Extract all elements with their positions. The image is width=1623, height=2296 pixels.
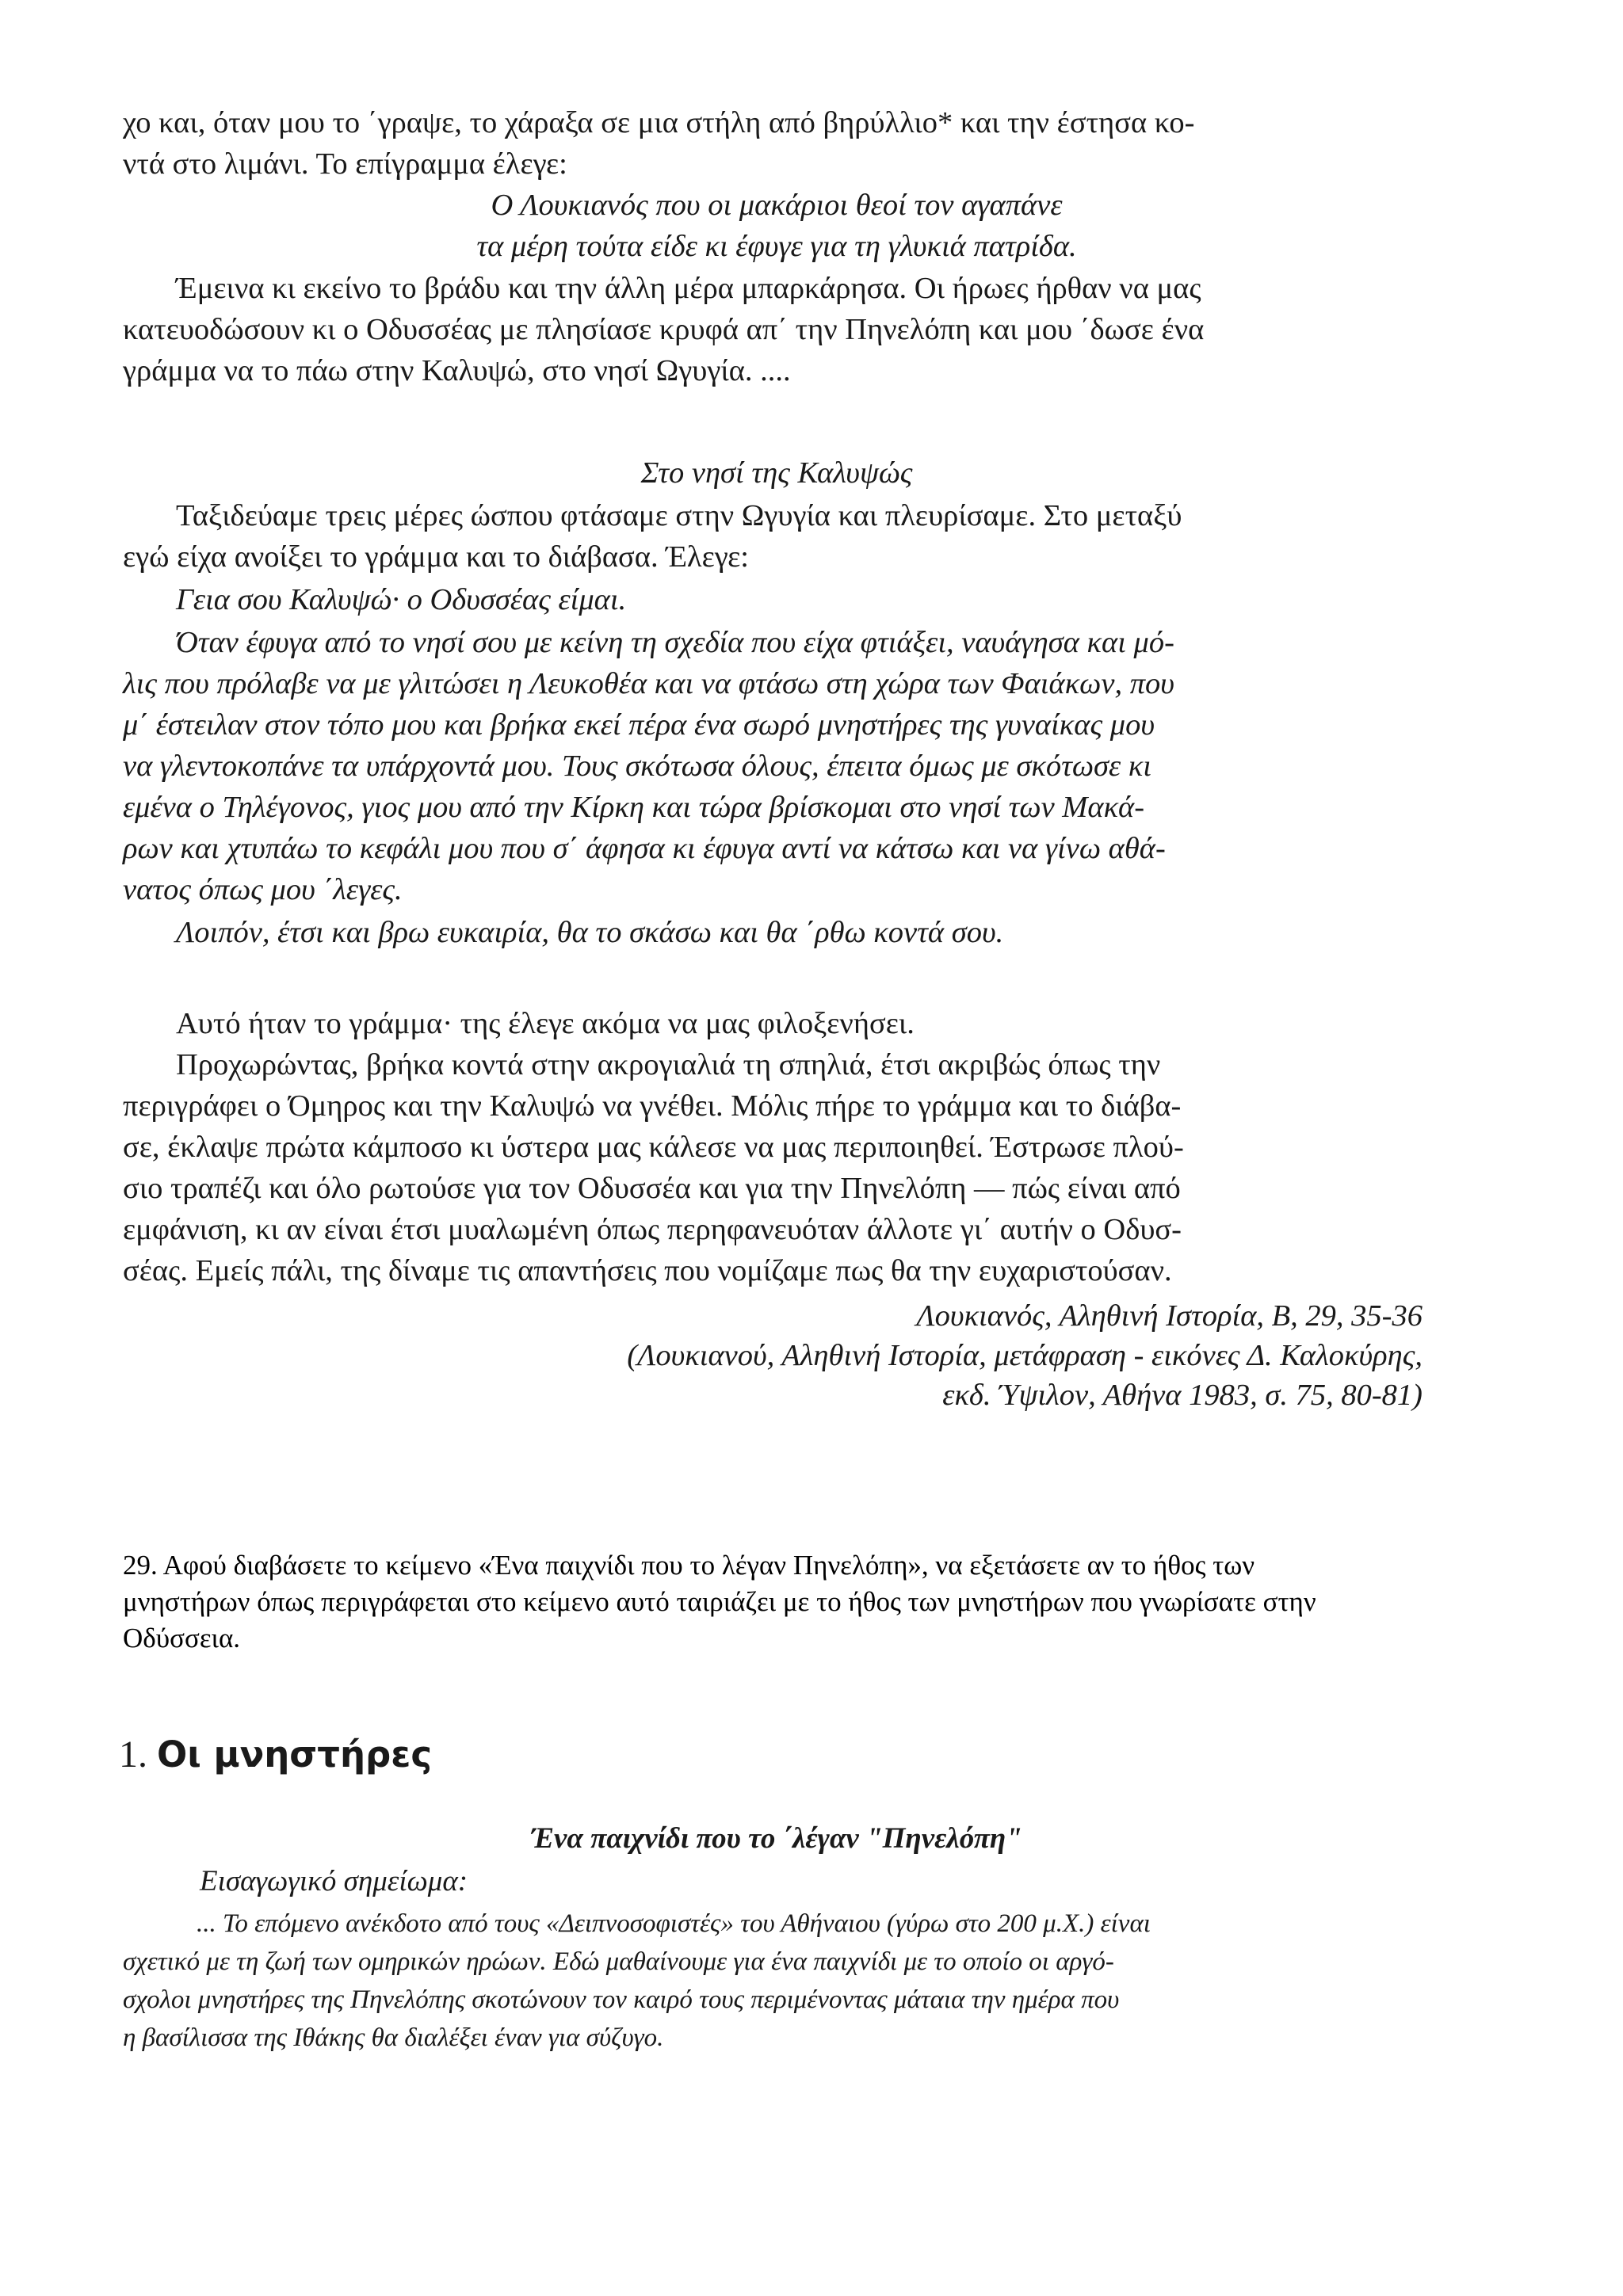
citation-line: εκδ. Ύψιλον, Αθήνα 1983, σ. 75, 80-81)	[942, 1379, 1423, 1412]
anecdote-title: Ένα παιχνίδι που το ΄λέγαν "Πηνελόπη"	[531, 1822, 1022, 1855]
letter-line: νατος όπως μου ΄λεγες.	[123, 873, 403, 906]
citation-line: Λουκιανός, Αληθινή Ιστορία, Β, 29, 35-36	[916, 1299, 1423, 1333]
story-line: Έμεινα κι εκείνο το βράδυ και την άλλη μέρα μπαρκάρησα. Οι ήρωες ήρθαν να μας	[176, 272, 1201, 305]
letter-line: μ΄ έστειλαν στον τόπο μου και βρήκα εκεί πέρα ένα σωρό μνηστήρες της γυναίκας μου	[123, 708, 1155, 742]
story-line: γράμμα να το πάω στην Καλυψώ, στο νησί Ωγυγία. ....	[123, 354, 791, 387]
note-label: Εισαγωγικό σημείωμα:	[200, 1865, 468, 1897]
letter-line: ρων και χτυπάω το κεφάλι μου που σ΄ άφησα κι έφυγα αντί να κάτσω και να γίνω αθά-	[123, 832, 1166, 865]
question-line: Οδύσσεια.	[123, 1623, 241, 1653]
story-line: κατευοδώσουν κι ο Οδυσσέας με πλησίασε κρυφά απ΄ την Πηνελόπη και μου ΄δωσε ένα	[123, 313, 1205, 346]
letter-close: Λοιπόν, έτσι και βρω ευκαιρία, θα το σκάσω και θα ΄ρθω κοντά σου.	[176, 916, 1004, 949]
story-line: ντά στο λιμάνι. Το επίγραμμα έλεγε:	[123, 147, 567, 181]
question-line: 29. Αφού διαβάσετε το κείμενο «Ένα παιχνίδι που το λέγαν Πηνελόπη», να εξετάσετε αν το ήθος των	[123, 1550, 1255, 1581]
story-line: εγώ είχα ανοίξει το γράμμα και το διάβασα. Έλεγε:	[123, 540, 749, 574]
letter-line: εμένα ο Τηλέγονος, γιος μου από την Κίρκη και τώρα βρίσκομαι στο νησί των Μακά-	[123, 791, 1145, 824]
note-line: η βασίλισσα της Ιθάκης θα διαλέξει έναν για σύζυγο.	[123, 2023, 664, 2052]
citation-line: (Λουκιανού, Αληθινή Ιστορία, μετάφραση - εικόνες Δ. Καλοκύρης,	[627, 1339, 1423, 1372]
letter-line: λις που πρόλαβε να με γλιτώσει η Λευκοθέα και να φτάσω στη χώρα των Φαιάκων, που	[123, 667, 1174, 700]
section-number: 1.	[119, 1733, 147, 1775]
letter-line: Όταν έφυγα από το νησί σου με κείνη τη σχεδία που είχα φτιάξει, ναυάγησα και μό-	[176, 626, 1174, 659]
epigram-line: τα μέρη τούτα είδε κι έφυγε για τη γλυκιά πατρίδα.	[476, 230, 1077, 263]
story-line: Αυτό ήταν το γράμμα· της έλεγε ακόμα να μας φιλοξενήσει.	[176, 1007, 915, 1040]
epigram-line: Ο Λουκιανός που οι μακάριοι θεοί τον αγαπάνε	[491, 189, 1063, 222]
story-line: χο και, όταν μου το ΄γραψε, το χάραξα σε μια στήλη από βηρύλλιο* και την έστησα κο-	[123, 106, 1195, 139]
note-line: ... Το επόμενο ανέκδοτο από τους «Δειπνοσοφιστές» του Αθήναιου (γύρω στο 200 μ.Χ.) είναι	[197, 1909, 1151, 1938]
note-line: σχετικό με τη ζωή των ομηρικών ηρώων. Εδώ μαθαίνουμε για ένα παιχνίδι με το οποίο οι αργό-	[123, 1947, 1114, 1976]
section-title	[119, 1731, 432, 1779]
letter-line: να γλεντοκοπάνε τα υπάρχοντά μου. Τους σκότωσα όλους, έπειτα όμως με σκότωσε κι	[123, 749, 1152, 783]
note-line: σχολοι μνηστήρες της Πηνελόπης σκοτώνουν τον καιρό τους περιμένοντας μάταια την ημέρα που	[123, 1985, 1120, 2014]
story-line: εμφάνιση, κι αν είναι έτσι μυαλωμένη όπως περηφανευόταν άλλοτε γι΄ αυτήν ο Οδυσ-	[123, 1213, 1182, 1246]
section-heading: Στο νησί της Καλυψώς	[640, 456, 913, 490]
section-name: Οι μνηστήρες	[157, 1733, 432, 1775]
story-line: σέας. Εμείς πάλι, της δίναμε τις απαντήσεις που νομίζαμε πως θα την ευχαριστούσαν.	[123, 1254, 1172, 1287]
story-line: σιο τραπέζι και όλο ρωτούσε για τον Οδυσσέα και για την Πηνελόπη — πώς είναι από	[123, 1172, 1181, 1205]
story-line: Προχωρώντας, βρήκα κοντά στην ακρογιαλιά τη σπηλιά, έτσι ακριβώς όπως την	[176, 1048, 1161, 1081]
letter-greeting: Γεια σου Καλυψώ· ο Οδυσσέας είμαι.	[176, 583, 627, 616]
story-line: περιγράφει ο Όμηρος και την Καλυψώ να γνέθει. Μόλις πήρε το γράμμα και το διάβα-	[123, 1089, 1182, 1123]
story-line: σε, έκλαψε πρώτα κάμποσο κι ύστερα μας κάλεσε να μας περιποιηθεί. Έστρωσε πλού-	[123, 1131, 1184, 1164]
question-line: μνηστήρων όπως περιγράφεται στο κείμενο αυτό ταιριάζει με το ήθος των μνηστήρων που γνωρίσατε στην	[123, 1586, 1316, 1617]
story-line: Ταξιδεύαμε τρεις μέρες ώσπου φτάσαμε στην Ωγυγία και πλευρίσαμε. Στο μεταξύ	[176, 499, 1182, 532]
